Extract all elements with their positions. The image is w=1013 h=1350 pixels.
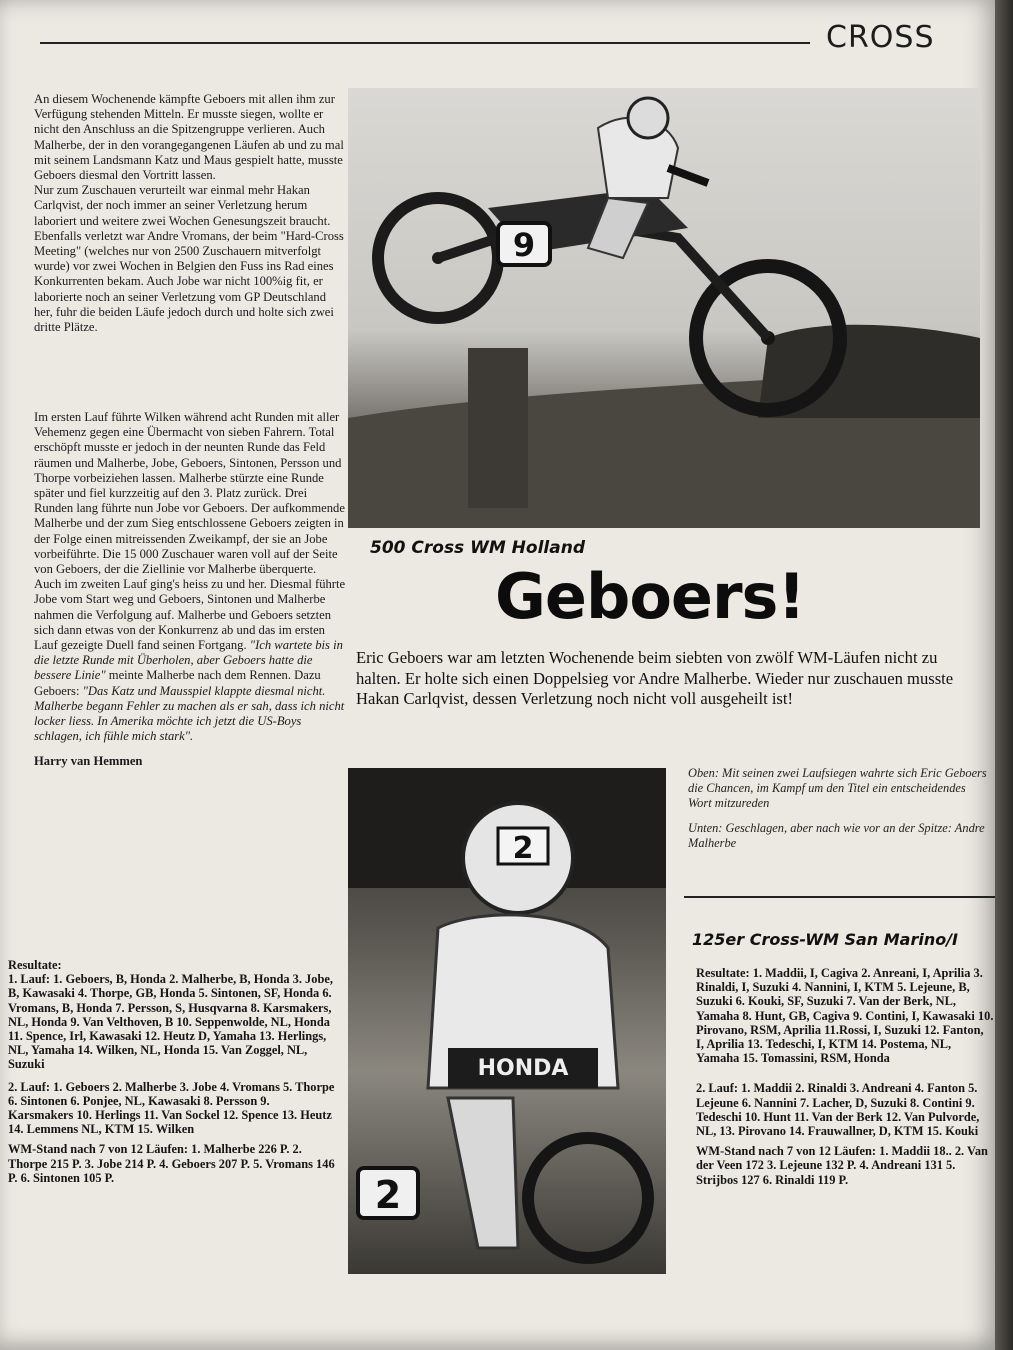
results-125-lauf1: Resultate: 1. Maddii, I, Cagiva 2. Anreani, I, Aprilia 3. Rinaldi, I, Suzuki 4. Nannini, I, KTM 5. Lejeune, B, Suzuki 6. Kouki, SF, Suzuki 7. Van der Berk, NL, Yamaha 8. Hunt, GB, Cagiva 9. Contini, I, Kawasaki 10. Pirovano, RSM, Aprilia 11.Rossi, I, Suzuki 12. Fanton, I, Aprilia 13. Tedeschi, I, KTM 14. Postema, NL, Yamaha 15. Tomassini, RSM, Honda: [696, 966, 994, 1066]
geboers-quote: "Das Katz und Mausspiel klappte diesmal nicht. Malherbe begann Fehler zu machen als er sah, dass ich nicht locker liess. In Amerika möchte ich jetzt die US-Boys schlagen, ich fühle mich stark".: [34, 683, 345, 744]
section-title: CROSS: [826, 20, 935, 55]
results-500-lauf2: 2. Lauf: 1. Geboers 2. Malherbe 3. Jobe 4. Vromans 5. Thorpe 6. Sintonen 6. Ponjee, NL, Kawasaki 8. Persson 9. Karsmakers 10. Herlings 11. Van Sockel 12. Spence 13. Heutz 14. Lemmens NL, KTM 15. Wilken: [8, 1079, 335, 1137]
bike-number-plate: 2: [374, 1173, 402, 1217]
race-paragraph-2: Auch im zweiten Lauf ging's heiss zu und her. Diesmal führte Jobe vom Start weg und Geboers, Sintonen und Malherbe nahmen die Verfolgung auf. Malherbe und Geboers setzten sich dann etwas von der Konkurrenz ab und das im ersten Lauf gezeigte Duell fand seinen Fortgang. "Ich wartete bis in die letzte Runde mit Überholen, aber Geboers hatte die bessere Linie" meinte Malherbe nach dem Rennen. Dazu Geboers: "Das Katz und Mausspiel klappte diesmal nicht. Malherbe begann Fehler zu machen als er sah, dass ich nicht locker liess. In Amerika möchte ich jetzt die US-Boys schlagen, ich fühle mich stark".: [34, 577, 346, 744]
intro-paragraph-1: An diesem Wochenende kämpfte Geboers mit allen ihm zur Verfügung stehenden Mitteln. Er musste siegen, wollte er nicht den Anschluss an die Spitzengruppe verlieren. Auch Malherbe, der in den vorangegangenen Läufen ab und zu mal mit seinem Landsmann Katz und Maus gespielt hatte, musste Geboers diesmal den Vortritt lassen.: [34, 92, 344, 183]
race-report-column: [34, 410, 346, 770]
article-kicker: 500 Cross WM Holland: [370, 538, 585, 558]
results-500-block: [8, 958, 338, 1185]
results-500-lauf1: 1. Lauf: 1. Geboers, B, Honda 2. Malherbe, B, Honda 3. Jobe, B, Kawasaki 4. Thorpe, GB, Honda 5. Sintonen, SF, Honda 6. Vromans, B, Honda 7. Persson, S, Husqvarna 8. Karsmakers, NL, Honda 9. Van Velthoven, B 10. Seppenwolde, NL, Honda 11. Spence, Irl, Kawasaki 12. Heutz D, Yamaha 13. Herlings, NL, Yamaha 14. Wilken, NL, Honda 15. Van Zoggel, NL, Suzuki: [8, 972, 333, 1072]
article-headline: Geboers!: [495, 560, 805, 633]
article-lede: Eric Geboers war am letzten Wochenende beim siebten von zwölf WM-Läufen nicht zu halten. Er holte sich einen Doppelsieg vor Andre Malherbe. Wieder nur zuschauen musste Hakan Carlqvist, dessen Verletzung noch nicht voll ausgeheilt ist!: [356, 648, 954, 708]
author-byline: Harry van Hemmen: [34, 754, 143, 769]
malherbe-quote: "Ich wartete bis in die letzte Runde mit Überholen, aber Geboers hatte die bessere Linie": [34, 638, 343, 683]
race-paragraph-1: Im ersten Lauf führte Wilken während acht Runden mit aller Vehemenz gegen eine Übermacht von sieben Fahrern. Total erschöpft musste er jedoch in der neunten Runde das Feld räumen und Malherbe, Jobe, Geboers, Sintonen, Persson und Thorpe vorbeiziehen lassen. Malherbe stürzte eine Runde später und fiel kurzzeitig auf den 3. Platz zurück. Drei Runden lang führte nun Jobe vor Geboers. Der aufkommende Malherbe und der zum Sieg entschlossene Geboers zeigten in der Folge einen mitreissenden Zweikampf, der sie an Jobe vorbeiführte. Die 15 000 Zuschauer waren voll auf der Seite von Geboers, der die Ziellinie vor Malherbe überquerte.: [34, 410, 345, 577]
results-125-rule: [684, 896, 1000, 898]
bottom-photo-rider: [348, 768, 666, 1274]
results-125-title: 125er Cross-WM San Marino/I: [692, 930, 958, 949]
header-rule: [40, 42, 810, 44]
intro-column: [34, 92, 346, 335]
caption-top: Oben: Mit seinen zwei Laufsiegen wahrte sich Eric Geboers die Chancen, im Kampf um den Titel ein entscheidendes Wort mitzureden: [688, 766, 987, 810]
page-edge-shadow: [995, 0, 1013, 1350]
results-125-lauf2: 2. Lauf: 1. Maddii 2. Rinaldi 3. Andreani 4. Fanton 5. Lejeune 6. Nannini 7. Lacher, D, Suzuki 8. Contini 9. Tedeschi 10. Hunt 11. Van der Berk 12. Van Pulvorde, NL, 13. Pirovano 14. Frauwallner, D, KTM 15. Kouki: [696, 1081, 980, 1139]
top-photo-motocross-jump: [348, 88, 980, 528]
results-125-block: [696, 966, 994, 1187]
rider-number-plate: 2: [512, 831, 534, 866]
caption-bottom: Unten: Geschlagen, aber nach wie vor an der Spitze: Andre Malherbe: [688, 821, 985, 850]
rider-brand-text: HONDA: [477, 1056, 569, 1081]
results-125-standings: WM-Stand nach 7 von 12 Läufen: 1. Maddii 18.. 2. Van der Veen 172 3. Lejeune 132 P. 4. Andreani 131 5. Strijbos 127 6. Rinaldi 119 P.: [696, 1144, 988, 1187]
top-bike-number: 9: [512, 226, 536, 264]
intro-paragraph-2: Nur zum Zuschauen verurteilt war einmal mehr Hakan Carlqvist, der noch immer an seiner Verletzung herum laboriert und weitere zwei Wochen Genesungszeit braucht. Ebenfalls verletzt war Andre Vromans, der beim "Hard-Cross Meeting" (welches nur von 2500 Zuschauern mitverfolgt wurde) vor zwei Wochen in Belgien den Fuss ins Rad eines Konkurrenten bekam. Auch Jobe war nicht 100%ig fit, er laborierte noch an seiner Verletzung vom GP Deutschland her, fuhr die beiden Läufe jedoch durch und holte sich zwei dritte Plätze.: [34, 183, 344, 335]
results-500-label: Resultate:: [8, 958, 62, 972]
results-500-standings: WM-Stand nach 7 von 12 Läufen: 1. Malherbe 226 P. 2. Thorpe 215 P. 3. Jobe 214 P. 4. Geboers 207 P. 5. Vromans 146 P. 6. Sintonen 105 P.: [8, 1142, 335, 1185]
